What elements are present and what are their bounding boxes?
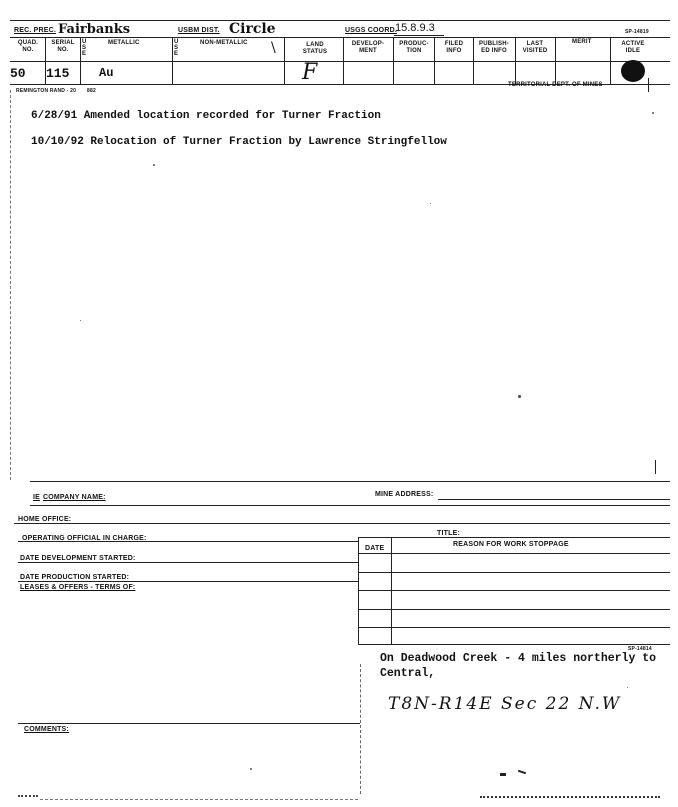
col-merit: MERIT xyxy=(572,39,592,45)
location-line-2: Central, xyxy=(380,667,436,680)
col-last-visited: LAST VISITED xyxy=(522,41,548,54)
col-metallic: METALLIC xyxy=(108,40,140,46)
comments-label: COMMENTS: xyxy=(24,726,69,733)
stoppage-row xyxy=(358,644,670,645)
value-non-metallic: \ xyxy=(271,40,276,56)
back-top-line xyxy=(30,481,670,482)
speck xyxy=(153,164,155,166)
company-name-label: COMPANY NAME: xyxy=(43,494,106,501)
card-footer-right: TERRITORIAL DEPT. OF MINES xyxy=(508,82,603,88)
usbm-dist-value: Circle xyxy=(229,21,276,37)
header-line-1 xyxy=(10,37,670,38)
scan-edge-left xyxy=(18,795,38,801)
usgs-coord-underline xyxy=(394,35,444,36)
col-serial-no: SERIAL NO. xyxy=(51,40,75,53)
usbm-dist-label: USBM DIST. xyxy=(178,27,220,34)
col-filed-info: FILED INFO xyxy=(444,41,464,54)
form-number-bottom: SP-14814 xyxy=(628,646,652,652)
speck xyxy=(80,320,81,321)
value-land-status: F xyxy=(302,60,318,85)
scan-edge-right xyxy=(480,791,660,798)
value-serial-no: 115 xyxy=(46,66,70,81)
scan-mark xyxy=(500,773,506,776)
col-quad-no: QUAD. NO. xyxy=(17,40,39,53)
stoppage-reason-col: REASON FOR WORK STOPPAGE xyxy=(453,541,569,548)
card-footer-left: REMINGTON RAND - 20 xyxy=(16,88,77,94)
date-production-line xyxy=(18,581,358,582)
speck xyxy=(652,112,654,114)
location-line-1: On Deadwood Creek - 4 miles northerly to xyxy=(380,652,657,665)
value-quad-no: 50 xyxy=(10,66,26,81)
stoppage-row xyxy=(358,627,670,628)
speck xyxy=(627,687,628,688)
col-land-status: LAND STATUS xyxy=(302,42,328,55)
right-margin-mark xyxy=(648,78,649,92)
left-margin-line xyxy=(10,90,11,480)
date-development-line xyxy=(18,562,358,563)
company-name-prefix: IE xyxy=(33,494,41,501)
leases-label: LEASES & OFFERS - TERMS OF: xyxy=(20,584,136,591)
usgs-coord-value: 15.8.9.3 xyxy=(395,22,435,34)
rec-prec-value: Fairbanks xyxy=(58,22,131,37)
col-non-metallic: NON-METALLIC xyxy=(200,40,248,46)
active-idle-mark xyxy=(621,60,645,82)
col-active-idle: ACTIVE IDLE xyxy=(621,41,645,54)
right-box-dashed xyxy=(360,664,361,794)
rec-prec-label: REC. PREC. xyxy=(14,27,57,34)
operating-official-line xyxy=(18,541,358,542)
home-office-line xyxy=(14,523,670,524)
title-label: TITLE: xyxy=(437,530,460,537)
scan-mark xyxy=(518,770,526,775)
comments-line xyxy=(18,723,360,724)
entry-2: 10/10/92 Relocation of Turner Fraction by Lawrence Stringfellow xyxy=(31,136,447,148)
col-development: DEVELOP-MENT xyxy=(351,41,385,54)
speck xyxy=(430,203,431,204)
card-footer-code: 882 xyxy=(87,88,96,94)
title-line xyxy=(358,537,670,538)
speck xyxy=(518,395,521,398)
stoppage-row xyxy=(358,572,670,573)
col-published-info: PUBLISH-ED INFO xyxy=(479,41,509,54)
stoppage-header-line xyxy=(358,553,670,554)
form-number-top: SP-14819 xyxy=(625,29,649,35)
usgs-coord-label: USGS COORD. xyxy=(345,27,397,34)
col-production: PRODUC-TION xyxy=(399,41,429,54)
company-name-line xyxy=(30,505,670,506)
handwritten-location: T8N-R14E Sec 22 N.W xyxy=(388,694,622,714)
scan-edge-bottom xyxy=(40,799,358,800)
col-use-1: USE xyxy=(82,39,87,57)
entry-1: 6/28/91 Amended location recorded for Turner Fraction xyxy=(31,110,381,122)
date-development-label: DATE DEVELOPMENT STARTED: xyxy=(20,555,136,562)
mine-address-label: MINE ADDRESS: xyxy=(375,491,434,498)
stoppage-row xyxy=(358,609,670,610)
operating-official-label: OPERATING OFFICIAL IN CHARGE: xyxy=(22,535,147,542)
speck xyxy=(250,768,252,770)
stoppage-date-col: DATE xyxy=(365,545,385,552)
mine-address-line xyxy=(438,499,670,500)
value-metallic: Au xyxy=(99,66,114,80)
stoppage-row xyxy=(358,590,670,591)
home-office-label: HOME OFFICE: xyxy=(18,516,72,523)
date-production-label: DATE PRODUCTION STARTED: xyxy=(20,574,130,581)
right-mark xyxy=(655,460,656,474)
card-top-border xyxy=(10,20,670,21)
header-line-2 xyxy=(10,61,670,62)
col-use-2: USE xyxy=(174,39,179,57)
